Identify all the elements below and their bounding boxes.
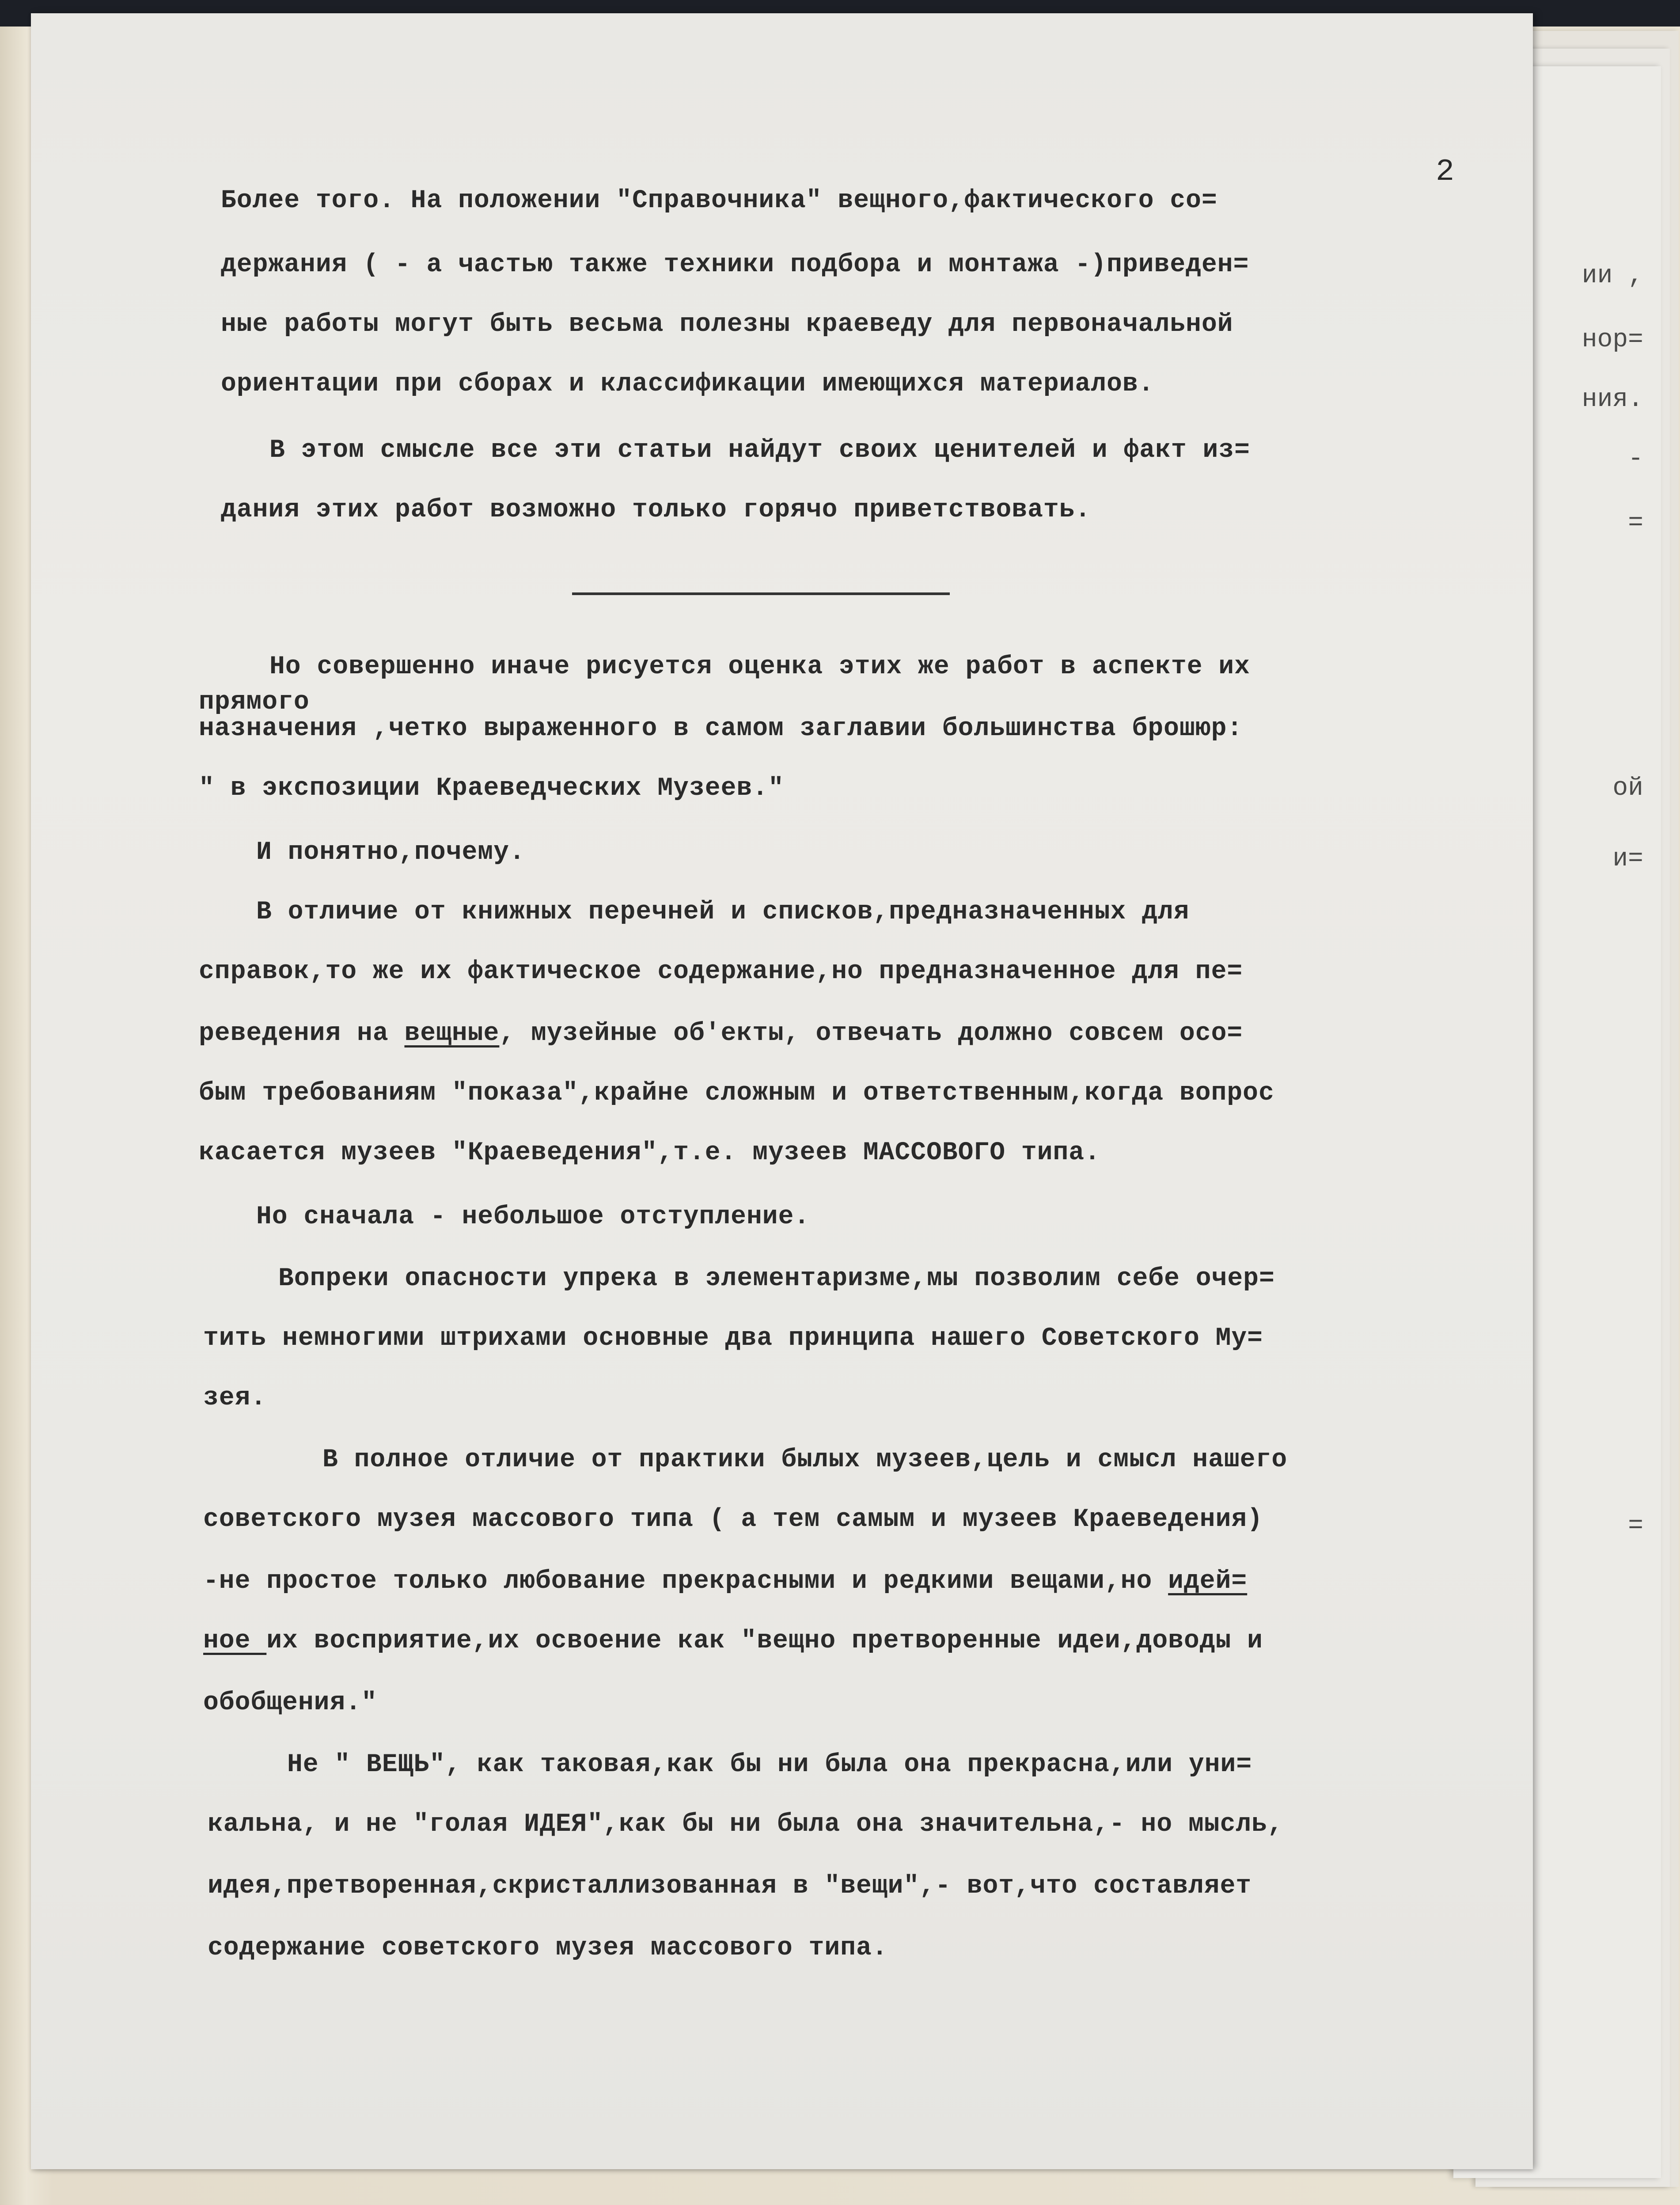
- text-line: советского музея массового типа ( а тем самым и музеев Краеведения): [203, 1505, 1263, 1534]
- text-segment: их восприятие,их освоение как "вещно претворенные идеи,доводы и: [266, 1627, 1263, 1655]
- text-line: зея.: [203, 1384, 267, 1412]
- underlying-fragment: ой: [1612, 774, 1643, 803]
- text-line: В этом смысле все эти статьи найдут своих ценителей и факт из=: [269, 436, 1250, 465]
- underlined-word: идей=: [1168, 1567, 1248, 1596]
- text-line: Не " ВЕЩЬ", как таковая,как бы ни была она прекрасна,или уни=: [287, 1750, 1252, 1779]
- underlying-fragment: -: [1628, 445, 1643, 474]
- text-line: [203, 1626, 1263, 1657]
- text-line: прямого: [199, 688, 310, 717]
- text-line: обобщения.": [203, 1689, 377, 1717]
- text-line: кальна, и не "голая ИДЕЯ",как бы ни была она значительна,- но мысль,: [208, 1810, 1283, 1839]
- typewritten-page: [31, 13, 1533, 2169]
- text-line: [199, 1018, 1243, 1049]
- text-segment: реведения на: [199, 1019, 405, 1048]
- underlying-fragment: нор=: [1581, 326, 1643, 354]
- text-segment: , музейные об'екты, отвечать должно совсем осо=: [499, 1019, 1243, 1048]
- text-line: Вопреки опасности упрека в элементаризме,мы позволим себе очер=: [278, 1264, 1275, 1293]
- underlying-fragment: ии ,: [1581, 262, 1643, 290]
- text-line: В полное отличие от практики былых музеев,цель и смысл нашего: [322, 1446, 1288, 1474]
- text-line: Но сначала - небольшое отступление.: [256, 1203, 810, 1231]
- underlying-fragment: ния.: [1581, 385, 1643, 414]
- text-line: В отличие от книжных перечней и списков,предназначенных для: [256, 898, 1190, 926]
- text-line: ориентации при сборах и классификации имеющихся материалов.: [221, 370, 1154, 398]
- text-line: дания этих работ возможно только горячо приветствовать.: [221, 496, 1091, 524]
- text-line: бым требованиям "показа",крайне сложным и ответственным,когда вопрос: [199, 1079, 1274, 1108]
- underlined-word: вещные: [404, 1019, 500, 1048]
- text-line: идея,претворенная,скристаллизованная в "вещи",- вот,что составляет: [208, 1872, 1252, 1901]
- page-number: 2: [1436, 155, 1455, 190]
- text-line: касается музеев "Краеведения",т.е. музеев МАССОВОГО типа.: [199, 1139, 1100, 1167]
- text-line: [203, 1566, 1247, 1597]
- text-line: Более того. На положении "Справочника" вещного,фактического со=: [221, 186, 1217, 215]
- text-line: ные работы могут быть весьма полезны краеведу для первоначальной: [221, 310, 1233, 339]
- text-line: " в экспозиции Краеведческих Музеев.": [199, 774, 784, 803]
- underlying-fragment: =: [1628, 1512, 1643, 1541]
- text-line: держания ( - а частью также техники подбора и монтажа -)приведен=: [221, 250, 1249, 279]
- text-line: назначения ,четко выраженного в самом заглавии большинства брошюр:: [199, 714, 1243, 743]
- section-divider: [572, 592, 950, 595]
- text-line: И понятно,почему.: [256, 838, 525, 867]
- underlying-fragment: и=: [1612, 845, 1643, 873]
- underlying-fragment: =: [1628, 509, 1643, 538]
- text-line: Но совершенно иначе рисуется оценка этих же работ в аспекте их: [269, 653, 1250, 681]
- underlined-word: ное: [203, 1627, 267, 1655]
- text-segment: -не простое только любование прекрасными и редкими вещами,но: [203, 1567, 1168, 1596]
- text-line: содержание советского музея массового типа.: [208, 1934, 888, 1962]
- text-line: тить немногими штрихами основные два принципа нашего Советского Му=: [203, 1324, 1263, 1353]
- text-line: справок,то же их фактическое содержание,но предназначенное для пе=: [199, 957, 1243, 986]
